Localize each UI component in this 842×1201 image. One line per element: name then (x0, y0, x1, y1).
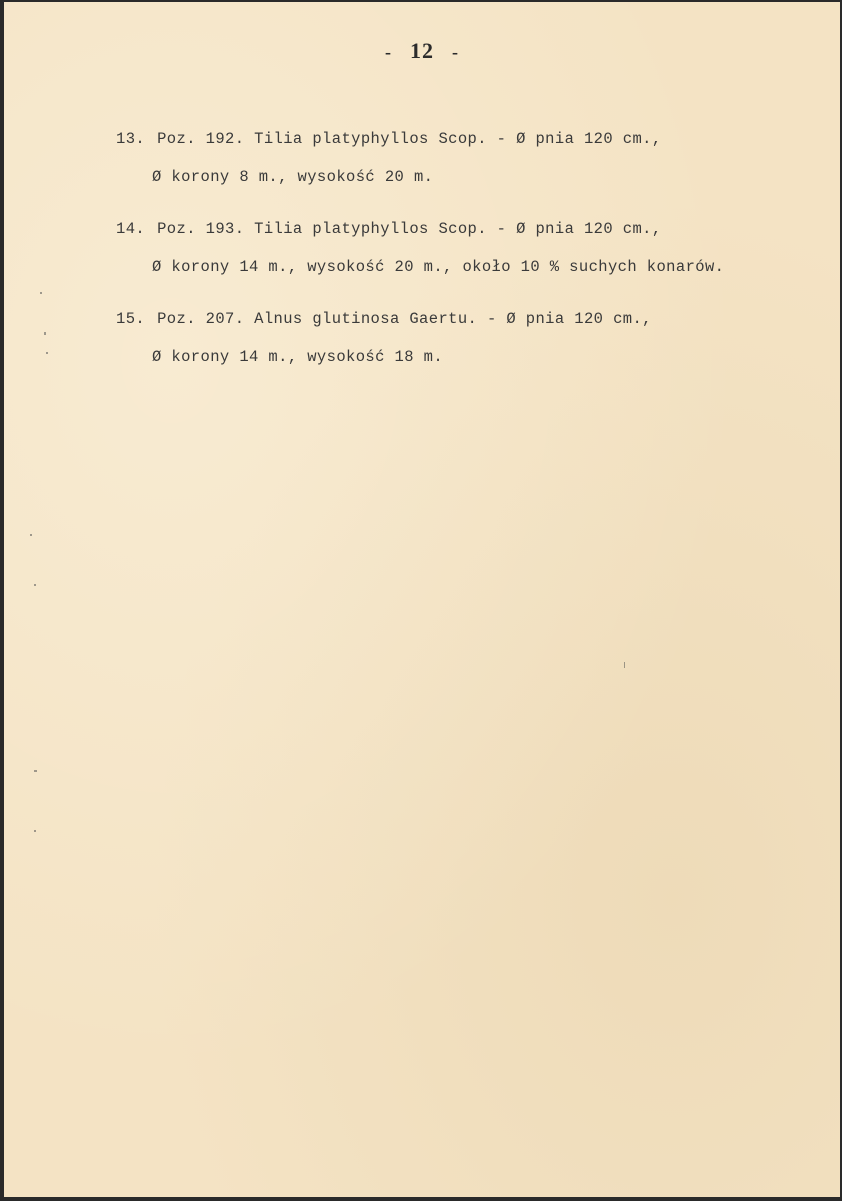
list-item (116, 210, 816, 286)
entry-line-2: Ø korony 8 m., wysokość 20 m. (152, 168, 434, 186)
paper-speck (44, 332, 46, 335)
paper-speck (40, 292, 42, 294)
entry-number: 15. (116, 310, 146, 328)
page-number-dash-right: - (452, 42, 459, 62)
entry-line-2: Ø korony 14 m., wysokość 20 m., około 10 % suchych konarów. (152, 258, 725, 276)
entry-line-2: Ø korony 14 m., wysokość 18 m. (152, 348, 444, 366)
list-item (116, 300, 816, 376)
list-item (116, 120, 816, 196)
page-number-value: 12 (410, 38, 434, 63)
paper-speck (34, 584, 36, 586)
entry-line-1: Poz. 207. Alnus glutinosa Gaertu. - Ø pnia 120 cm., (157, 310, 652, 328)
paper-speck (624, 662, 625, 668)
page-number-dash-left: - (385, 42, 392, 62)
tree-entries-list (116, 120, 816, 390)
entry-line-1: Poz. 193. Tilia platyphyllos Scop. - Ø pnia 120 cm., (157, 220, 662, 238)
paper-speck (30, 534, 32, 536)
entry-line-1: Poz. 192. Tilia platyphyllos Scop. - Ø pnia 120 cm., (157, 130, 662, 148)
page-number (4, 38, 840, 64)
paper-speck (46, 352, 48, 354)
paper-speck (34, 770, 37, 772)
entry-number: 14. (116, 220, 146, 238)
paper-speck (34, 830, 36, 832)
entry-number: 13. (116, 130, 146, 148)
document-page (4, 2, 840, 1197)
